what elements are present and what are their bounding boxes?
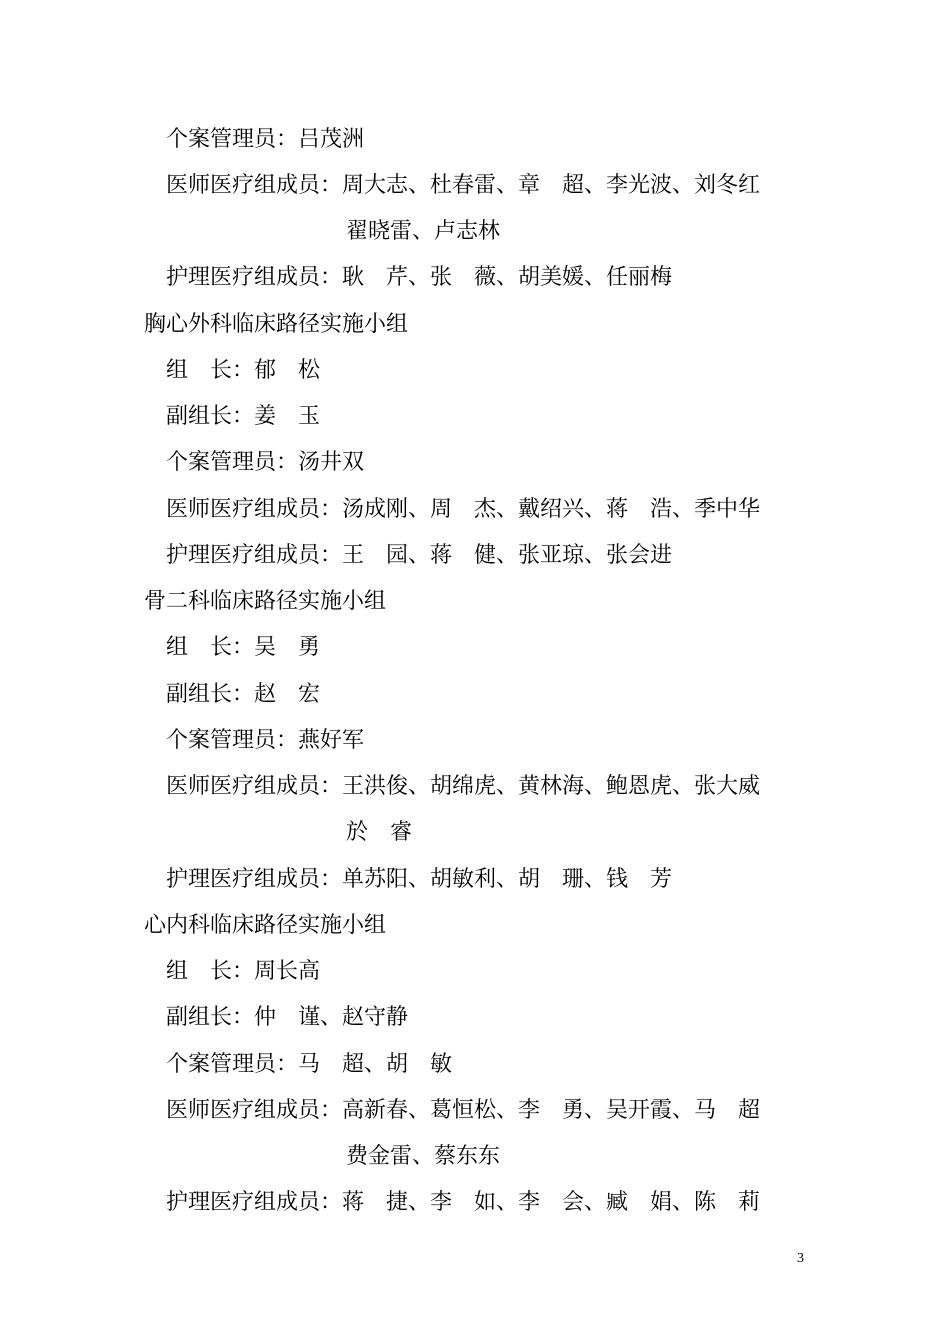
text-line: 组 长：吴 勇: [166, 635, 321, 660]
text-line: 医师医疗组成员：汤成刚、周 杰、戴绍兴、蒋 浩、季中华: [166, 497, 761, 522]
section-heading: 心内科临床路径实施小组: [144, 913, 387, 938]
text-line: 护理医疗组成员：王 园、蒋 健、张亚琼、张会进: [166, 543, 673, 568]
text-line: 个案管理员：吕茂洲: [166, 127, 365, 152]
text-line: 副组长：姜 玉: [166, 404, 321, 429]
text-line: 翟晓雷、卢志林: [346, 219, 501, 244]
text-line: 个案管理员：汤井双: [166, 450, 365, 475]
text-line: 个案管理员：燕好军: [166, 728, 365, 753]
text-line: 於 睿: [346, 820, 413, 845]
text-line: 组 长：周长高: [166, 959, 321, 984]
text-line: 医师医疗组成员：王洪俊、胡绵虎、黄林海、鲍恩虎、张大威: [166, 774, 761, 799]
text-line: 费金雷、蔡东东: [346, 1144, 501, 1169]
text-line: 个案管理员：马 超、胡 敏: [166, 1052, 453, 1077]
section-heading: 胸心外科临床路径实施小组: [144, 312, 409, 337]
text-line: 副组长：仲 谨、赵守静: [166, 1005, 409, 1030]
section-heading: 骨二科临床路径实施小组: [144, 589, 387, 614]
text-line: 护理医疗组成员：单苏阳、胡敏利、胡 珊、钱 芳: [166, 867, 673, 892]
text-line: 副组长：赵 宏: [166, 682, 321, 707]
text-line: 组 长：郁 松: [166, 358, 321, 383]
page-number: 3: [797, 1251, 804, 1266]
text-line: 医师医疗组成员：高新春、葛恒松、李 勇、吴开霞、马 超: [166, 1098, 761, 1123]
text-line: 医师医疗组成员：周大志、杜春雷、章 超、李光波、刘冬红: [166, 173, 761, 198]
text-line: 护理医疗组成员：耿 芹、张 薇、胡美媛、任丽梅: [166, 265, 673, 290]
text-line: 护理医疗组成员：蒋 捷、李 如、李 会、臧 娟、陈 莉: [166, 1190, 761, 1215]
